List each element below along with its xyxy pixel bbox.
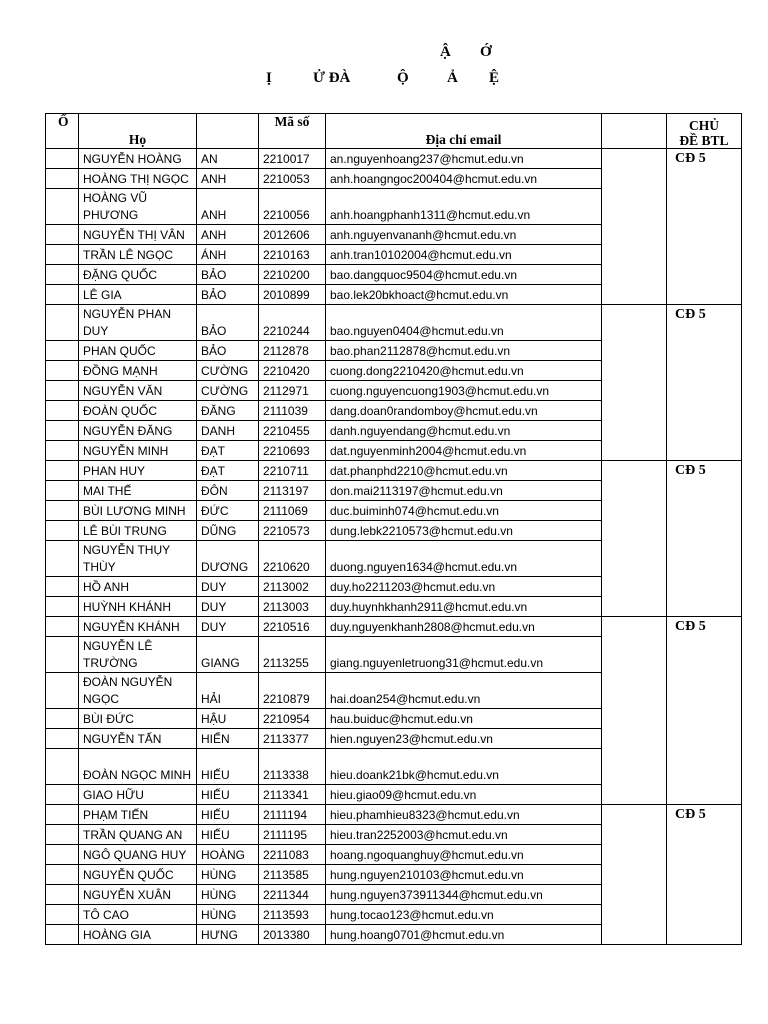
stt-cell <box>46 729 79 749</box>
ten-cell: DUY <box>197 617 259 637</box>
ma-so-cell: 2111039 <box>259 401 326 421</box>
ten-cell: BẢO <box>197 341 259 361</box>
ten-cell: HẢI <box>197 673 259 709</box>
ho-cell: HỒ ANH <box>79 577 197 597</box>
ho-cell: MAI THẾ <box>79 481 197 501</box>
ten-cell: HƯNG <box>197 925 259 945</box>
ten-cell: ÁNH <box>197 245 259 265</box>
ten-cell: HIẾU <box>197 785 259 805</box>
ho-cell: NGÔ QUANG HUY <box>79 845 197 865</box>
chu-de-cell: CĐ 5 <box>667 149 742 305</box>
ho-cell: HOÀNG GIA <box>79 925 197 945</box>
ten-cell: BẢO <box>197 305 259 341</box>
ten-cell: DUY <box>197 577 259 597</box>
blank-group-cell <box>602 805 667 945</box>
ho-cell: NGUYỄN TẤN <box>79 729 197 749</box>
ten-cell: HIỂN <box>197 729 259 749</box>
header-chu-de <box>667 114 742 149</box>
header-ho: Họ <box>79 114 197 149</box>
ten-cell: BẢO <box>197 285 259 305</box>
ten-cell: HÙNG <box>197 865 259 885</box>
email-cell: dang.doan0randomboy@hcmut.edu.vn <box>326 401 602 421</box>
ten-cell: ĐẠT <box>197 461 259 481</box>
ho-cell: GIAO HỮU <box>79 785 197 805</box>
ho-cell: BÙI LƯƠNG MINH <box>79 501 197 521</box>
ma-so-cell: 2210879 <box>259 673 326 709</box>
stt-cell <box>46 421 79 441</box>
header-blank <box>602 114 667 149</box>
email-cell: anh.hoangngoc200404@hcmut.edu.vn <box>326 169 602 189</box>
stt-cell <box>46 225 79 245</box>
ho-cell: NGUYỄN MINH <box>79 441 197 461</box>
ho-cell: NGUYỄN KHÁNH <box>79 617 197 637</box>
email-cell: duy.huynhkhanh2911@hcmut.edu.vn <box>326 597 602 617</box>
header-stt: Ố <box>46 114 79 149</box>
ma-so-cell: 2210056 <box>259 189 326 225</box>
ten-cell: DŨNG <box>197 521 259 541</box>
ma-so-cell: 2210620 <box>259 541 326 577</box>
ten-cell: ĐỨC <box>197 501 259 521</box>
stt-cell <box>46 865 79 885</box>
ho-cell: HUỲNH KHÁNH <box>79 597 197 617</box>
stt-cell <box>46 245 79 265</box>
table-row <box>46 149 742 169</box>
ho-cell: NGUYỄN HOÀNG <box>79 149 197 169</box>
stt-cell <box>46 709 79 729</box>
table-row <box>46 305 742 341</box>
header-ten <box>197 114 259 149</box>
ten-cell: DANH <box>197 421 259 441</box>
email-cell: hieu.tran2252003@hcmut.edu.vn <box>326 825 602 845</box>
stt-cell <box>46 361 79 381</box>
student-table <box>45 113 742 945</box>
ho-cell: NGUYỄN ĐĂNG <box>79 421 197 441</box>
ma-so-cell: 2210017 <box>259 149 326 169</box>
ten-cell: ANH <box>197 169 259 189</box>
ma-so-cell: 2210053 <box>259 169 326 189</box>
chu-de-cell: CĐ 5 <box>667 461 742 617</box>
ho-cell: ĐOÀN NGUYỄN NGỌC <box>79 673 197 709</box>
header-ma-so: Mã số <box>259 114 326 149</box>
ma-so-cell: 2012606 <box>259 225 326 245</box>
stt-cell <box>46 637 79 673</box>
ten-cell: HẬU <box>197 709 259 729</box>
ten-cell: ĐẠT <box>197 441 259 461</box>
header-chu-de-line-1: CHỦ <box>689 118 719 133</box>
ten-cell: ANH <box>197 225 259 245</box>
ma-so-cell: 2210420 <box>259 361 326 381</box>
email-cell: hieu.phamhieu8323@hcmut.edu.vn <box>326 805 602 825</box>
header-email: Địa chỉ email <box>326 114 602 149</box>
email-cell: bao.dangquoc9504@hcmut.edu.vn <box>326 265 602 285</box>
ma-so-cell: 2111069 <box>259 501 326 521</box>
email-cell: duy.nguyenkhanh2808@hcmut.edu.vn <box>326 617 602 637</box>
table-header-row <box>46 114 742 149</box>
ma-so-cell: 2211083 <box>259 845 326 865</box>
stt-cell <box>46 749 79 785</box>
email-cell: danh.nguyendang@hcmut.edu.vn <box>326 421 602 441</box>
email-cell: don.mai2113197@hcmut.edu.vn <box>326 481 602 501</box>
email-cell: dat.nguyenminh2004@hcmut.edu.vn <box>326 441 602 461</box>
email-cell: hung.hoang0701@hcmut.edu.vn <box>326 925 602 945</box>
ma-so-cell: 2210711 <box>259 461 326 481</box>
email-cell: bao.nguyen0404@hcmut.edu.vn <box>326 305 602 341</box>
stt-cell <box>46 441 79 461</box>
stt-cell <box>46 541 79 577</box>
email-cell: hau.buiduc@hcmut.edu.vn <box>326 709 602 729</box>
chu-de-cell: CĐ 5 <box>667 805 742 945</box>
ho-cell: NGUYỄN XUÂN <box>79 885 197 905</box>
ho-cell: ĐOÀN QUỐC <box>79 401 197 421</box>
ho-cell: HOÀNG VŨ PHƯƠNG <box>79 189 197 225</box>
ma-so-cell: 2113377 <box>259 729 326 749</box>
ma-so-cell: 2113341 <box>259 785 326 805</box>
table-row <box>46 461 742 481</box>
ho-cell: NGUYỄN VĂN <box>79 381 197 401</box>
ma-so-cell: 2210163 <box>259 245 326 265</box>
ten-cell: BẢO <box>197 265 259 285</box>
ten-cell: DƯƠNG <box>197 541 259 577</box>
ma-so-cell: 2210244 <box>259 305 326 341</box>
stt-cell <box>46 285 79 305</box>
ma-so-cell: 2113593 <box>259 905 326 925</box>
ho-cell: HOÀNG THỊ NGỌC <box>79 169 197 189</box>
title-fragment: Ử ĐÀ <box>313 70 351 86</box>
ten-cell: HÙNG <box>197 905 259 925</box>
email-cell: duc.buiminh074@hcmut.edu.vn <box>326 501 602 521</box>
ma-so-cell: 2010899 <box>259 285 326 305</box>
email-cell: hung.nguyen210103@hcmut.edu.vn <box>326 865 602 885</box>
email-cell: anh.hoangphanh1311@hcmut.edu.vn <box>326 189 602 225</box>
email-cell: dat.phanphd2210@hcmut.edu.vn <box>326 461 602 481</box>
ho-cell: PHAN HUY <box>79 461 197 481</box>
ho-cell: LÊ GIA <box>79 285 197 305</box>
stt-cell <box>46 805 79 825</box>
ma-so-cell: 2211344 <box>259 885 326 905</box>
stt-cell <box>46 265 79 285</box>
ho-cell: ĐOÀN NGỌC MINH <box>79 749 197 785</box>
stt-cell <box>46 189 79 225</box>
email-cell: an.nguyenhoang237@hcmut.edu.vn <box>326 149 602 169</box>
email-cell: hung.tocao123@hcmut.edu.vn <box>326 905 602 925</box>
email-cell: dung.lebk2210573@hcmut.edu.vn <box>326 521 602 541</box>
ten-cell: HIẾU <box>197 825 259 845</box>
ma-so-cell: 2112878 <box>259 341 326 361</box>
ma-so-cell: 2013380 <box>259 925 326 945</box>
title-fragment: Ộ <box>397 70 409 86</box>
email-cell: giang.nguyenletruong31@hcmut.edu.vn <box>326 637 602 673</box>
email-cell: hieu.giao09@hcmut.edu.vn <box>326 785 602 805</box>
ten-cell: DUY <box>197 597 259 617</box>
ma-so-cell: 2210954 <box>259 709 326 729</box>
stt-cell <box>46 341 79 361</box>
ma-so-cell: 2210200 <box>259 265 326 285</box>
stt-cell <box>46 381 79 401</box>
email-cell: cuong.nguyencuong1903@hcmut.edu.vn <box>326 381 602 401</box>
blank-group-cell <box>602 461 667 617</box>
email-cell: duong.nguyen1634@hcmut.edu.vn <box>326 541 602 577</box>
ma-so-cell: 2210573 <box>259 521 326 541</box>
header-chu-de-line-2: ĐỀ BTL <box>679 133 729 148</box>
stt-cell <box>46 501 79 521</box>
ten-cell: ĐÔN <box>197 481 259 501</box>
stt-cell <box>46 885 79 905</box>
stt-cell <box>46 845 79 865</box>
ho-cell: NGUYỄN QUỐC <box>79 865 197 885</box>
email-cell: anh.tran10102004@hcmut.edu.vn <box>326 245 602 265</box>
ten-cell: CƯỜNG <box>197 381 259 401</box>
title-fragment: Ớ <box>480 44 492 60</box>
ho-cell: TRẦN QUANG AN <box>79 825 197 845</box>
email-cell: bao.phan2112878@hcmut.edu.vn <box>326 341 602 361</box>
ma-so-cell: 2113197 <box>259 481 326 501</box>
email-cell: duy.ho2211203@hcmut.edu.vn <box>326 577 602 597</box>
blank-group-cell <box>602 305 667 461</box>
stt-cell <box>46 577 79 597</box>
ten-cell: ĐĂNG <box>197 401 259 421</box>
stt-cell <box>46 521 79 541</box>
stt-cell <box>46 305 79 341</box>
table-row <box>46 805 742 825</box>
table-row <box>46 617 742 637</box>
ho-cell: TRẦN LÊ NGỌC <box>79 245 197 265</box>
stt-cell <box>46 401 79 421</box>
title-fragment: Ả <box>447 70 458 86</box>
ho-cell: LÊ BÙI TRUNG <box>79 521 197 541</box>
email-cell: hien.nguyen23@hcmut.edu.vn <box>326 729 602 749</box>
stt-cell <box>46 673 79 709</box>
stt-cell <box>46 597 79 617</box>
title-fragment: Ệ <box>489 70 500 86</box>
ten-cell: AN <box>197 149 259 169</box>
chu-de-cell: CĐ 5 <box>667 305 742 461</box>
email-cell: hieu.doank21bk@hcmut.edu.vn <box>326 749 602 785</box>
ho-cell: NGUYỄN PHAN DUY <box>79 305 197 341</box>
ho-cell: TÔ CAO <box>79 905 197 925</box>
ten-cell: HOÀNG <box>197 845 259 865</box>
blank-group-cell <box>602 617 667 805</box>
ma-so-cell: 2113338 <box>259 749 326 785</box>
ho-cell: ĐỒNG MẠNH <box>79 361 197 381</box>
ma-so-cell: 2210693 <box>259 441 326 461</box>
ho-cell: BÙI ĐỨC <box>79 709 197 729</box>
ma-so-cell: 2113585 <box>259 865 326 885</box>
ho-cell: ĐẶNG QUỐC <box>79 265 197 285</box>
table-body <box>46 149 742 945</box>
ho-cell: PHAN QUỐC <box>79 341 197 361</box>
stt-cell <box>46 925 79 945</box>
ho-cell: NGUYỄN THỤY THÙY <box>79 541 197 577</box>
stt-cell <box>46 481 79 501</box>
email-cell: bao.lek20bkhoact@hcmut.edu.vn <box>326 285 602 305</box>
ten-cell: HIẾU <box>197 749 259 785</box>
ma-so-cell: 2113255 <box>259 637 326 673</box>
ten-cell: ANH <box>197 189 259 225</box>
ten-cell: HÙNG <box>197 885 259 905</box>
stt-cell <box>46 617 79 637</box>
email-cell: hai.doan254@hcmut.edu.vn <box>326 673 602 709</box>
ma-so-cell: 2111194 <box>259 805 326 825</box>
stt-cell <box>46 825 79 845</box>
stt-cell <box>46 905 79 925</box>
chu-de-cell: CĐ 5 <box>667 617 742 805</box>
stt-cell <box>46 169 79 189</box>
ma-so-cell: 2112971 <box>259 381 326 401</box>
ten-cell: GIANG <box>197 637 259 673</box>
stt-cell <box>46 149 79 169</box>
ten-cell: HIẾU <box>197 805 259 825</box>
ma-so-cell: 2113002 <box>259 577 326 597</box>
ho-cell: PHẠM TIẾN <box>79 805 197 825</box>
title-fragment: Ị <box>266 70 272 86</box>
ho-cell: NGUYỄN THỊ VÂN <box>79 225 197 245</box>
ma-so-cell: 2210516 <box>259 617 326 637</box>
stt-cell <box>46 461 79 481</box>
stt-cell <box>46 785 79 805</box>
title-fragment: Ậ <box>440 44 451 60</box>
email-cell: anh.nguyenvananh@hcmut.edu.vn <box>326 225 602 245</box>
ho-cell: NGUYỄN LÊ TRƯỜNG <box>79 637 197 673</box>
email-cell: cuong.dong2210420@hcmut.edu.vn <box>326 361 602 381</box>
ma-so-cell: 2113003 <box>259 597 326 617</box>
email-cell: hung.nguyen373911344@hcmut.edu.vn <box>326 885 602 905</box>
blank-group-cell <box>602 149 667 305</box>
email-cell: hoang.ngoquanghuy@hcmut.edu.vn <box>326 845 602 865</box>
ten-cell: CƯỜNG <box>197 361 259 381</box>
ma-so-cell: 2210455 <box>259 421 326 441</box>
ma-so-cell: 2111195 <box>259 825 326 845</box>
